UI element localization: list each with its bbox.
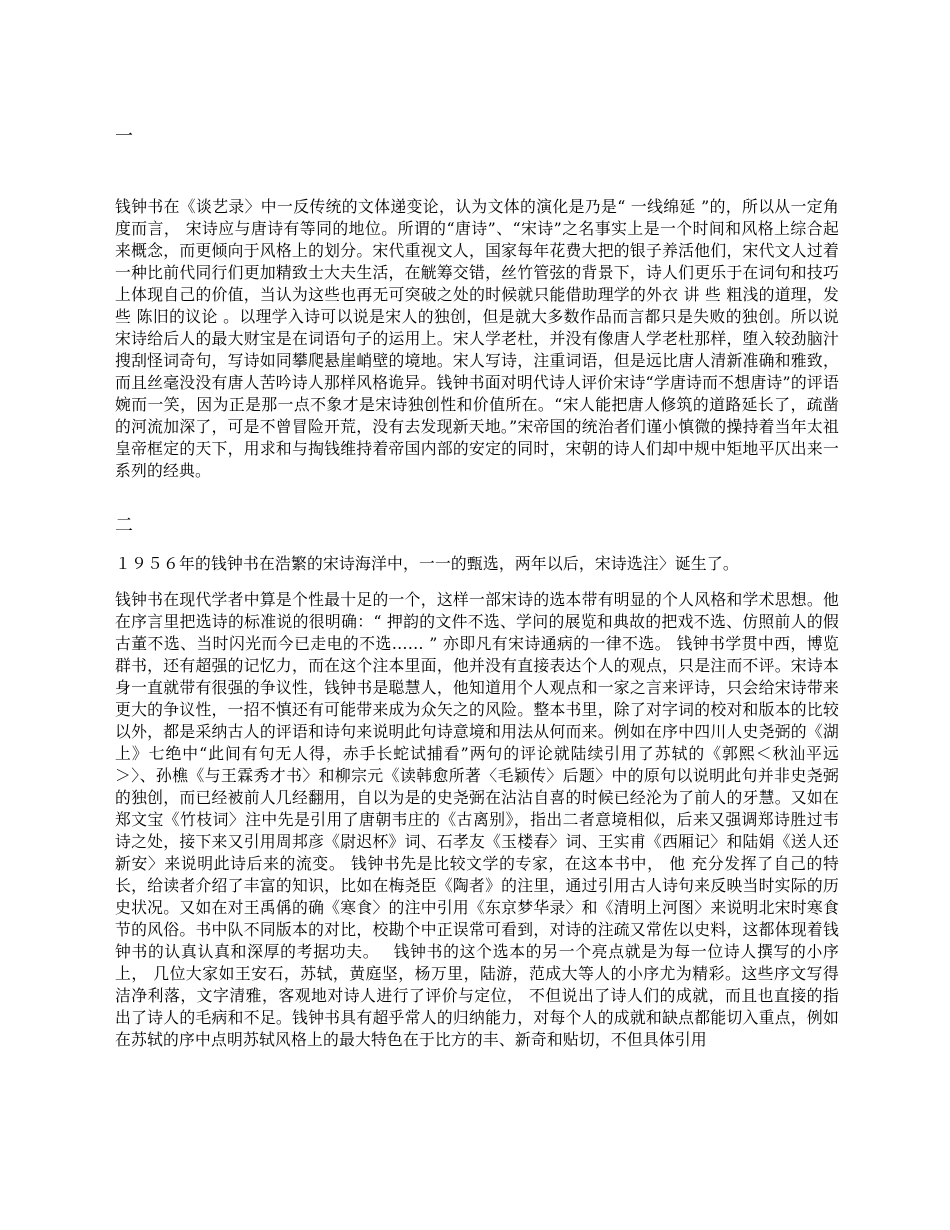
section-two-heading: 二 <box>115 515 133 536</box>
section-two-intro: １９５６年的钱钟书在浩繁的宋诗海洋中，一一的甄选，两年以后，宋诗选注〉诞生了。 <box>115 554 739 573</box>
section-two-paragraph: 钱钟书在现代学者中算是个性最十足的一个，这样一部宋诗的选本带有明显的个人风格和学术思想。他在序言里把选诗的标准说的很明确：“ 押韵的文件不选、学问的展览和典故的把戏不选、仿照前人的假古董不选、当时闪光而今已走电的不选…… ” 亦即凡有宋诗通病的一律不选。 钱钟书学贯中西，博览群书，还有超强的记忆力，而在这个注本里面，他并没有直接表达个人的观点，只是注而不评。宋诗本身一直就带有很强的争议性，钱钟书是聪慧人，他知道用个人观点和一家之言来评诗，只会给宋诗带来更大的争议性，一招不慎还有可能带来成为众矢之的风险。整本书里，除了对字词的校对和版本的比较以外，都是采纳古人的评语和诗句来说明此句诗意境和用法从何而来。例如在序中四川人史尧弼的《湖上》七绝中“此间有句无人得，赤手长蛇试捕看”两句的评论就陆续引用了苏轼的《郭熙＜秋汕平远＞〉、孙樵《与王霖秀才书〉和柳宗元《读韩愈所著〈毛颖传〉后题〉中的原句以说明此句并非史尧弼的独创，而已经被前人几经翻用，自以为是的史尧弼在沾沾自喜的时候已经沦为了前人的牙慧。又如在郑文宝《竹枝词〉注中先是引用了唐朝韦庄的《古离别》，指出二者意境相似，后来又强调郑诗胜过韦诗之处，接下来又引用周邦彦《尉迟杯》词、石孝友《玉楼春〉词、王实甫《西厢记〉和陆娟《送人还新安〉来说明此诗后来的流变。 钱钟书先是比较文学的专家，在这本书中， 他 充分发挥了自己的特长，给读者介绍了丰富的知识，比如在梅尧臣《陶者》的注里，通过引用古人诗句来反映当时实际的历史状况。又如在对王禹偁的确《寒食〉的注中引用《东京梦华录〉和《清明上河图〉来说明北宋时寒食节的风俗。书中队不同版本的对比，校勘个中正误常可看到，对诗的注疏又常佐以史料，这都体现着钱钟书的认真认真和深厚的考据功夫。 钱钟书的这个选本的另一个亮点就是为每一位诗人撰写的小序上， 几位大家如王安石，苏轼，黄庭坚，杨万里，陆游，范成大等人的小序尤为精彩。这些序文写得洁净利落，文字清雅，客观地对诗人进行了评价与定位， 不但说出了诗人们的成就，而且也直接的指出了诗人的毛病和不足。钱钟书具有超乎常人的归纳能力，对每个人的成就和缺点都能切入重点，例如在苏轼的序中点明苏轼风格上的最大特色在于比方的丰、新奇和贴切，不但具体引用 <box>115 590 839 1049</box>
section-one-heading: 一 <box>115 126 133 147</box>
section-one-paragraph: 钱钟书在《谈艺录〉中一反传统的文体递变论，认为文体的演化是乃是“ 一线绵延 ”的，所以从一定角度而言， 宋诗应与唐诗有等同的地位。所谓的“唐诗”、“宋诗”之名事实上是一个时间和风格上综合起来概念，而更倾向于风格上的划分。宋代重视文人，国家每年花费大把的银子养活他们，宋代文人过着一种比前代同行们更加精致士大夫生活，在觥筹交错，丝竹管弦的背景下，诗人们更乐于在词句和技巧上体现自己的价值，当认为这些也再无可突破之处的时候就只能借助理学的外衣 讲 些 粗浅的道理，发 些 陈旧的议论 。以理学入诗可以说是宋人的独创，但是就大多数作品而言都只是失败的独创。所以说宋诗给后人的最大财宝是在词语句子的运用上。宋人学老杜，并没有像唐人学老杜那样，堕入较劲脑汁搜刮怪词奇句，写诗如同攀爬悬崖峭壁的境地。宋人写诗，注重词语，但是远比唐人清新准确和雅致，而且丝毫没没有唐人苦吟诗人那样风格诡异。钱钟书面对明代诗人评价宋诗“学唐诗而不想唐诗”的评语婉而一笑，因为正是那一点不象才是宋诗独创性和价值所在。“宋人能把唐人修筑的道路延长了，疏凿的河流加深了，可是不曾冒险开荒，没有去发现新天地。”宋帝国的统治者们谨小慎微的操持着当年太祖皇帝框定的天下，用求和与掏钱维持着帝国内部的安定的同时，宋朝的诗人们却中规中矩地平仄出来一系列的经典。 <box>115 197 839 480</box>
